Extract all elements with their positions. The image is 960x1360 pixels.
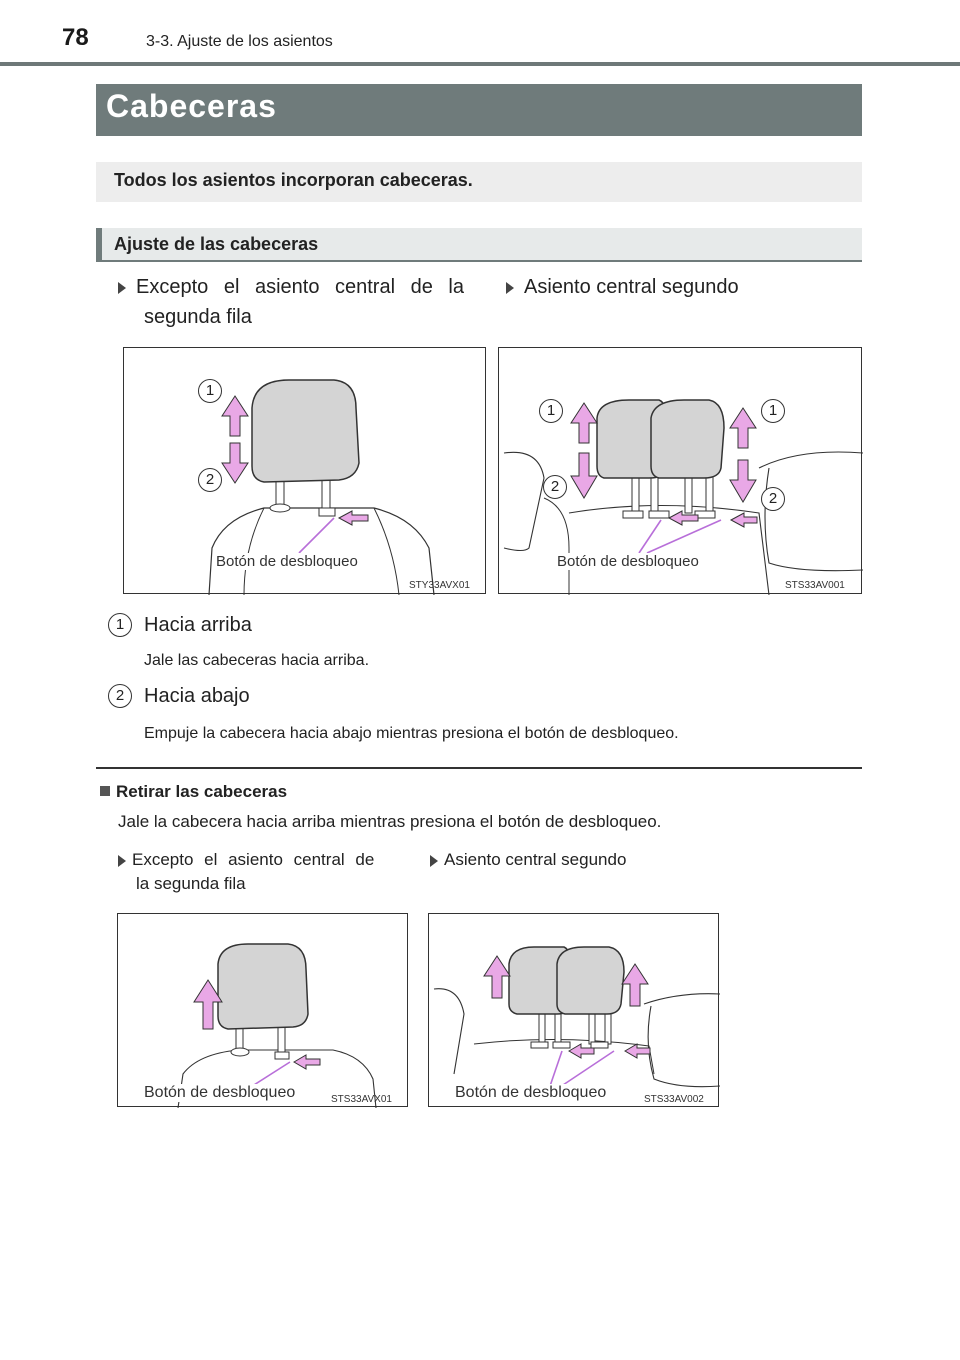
remove-desc: Jale la cabecera hacia arriba mientras presiona el botón de desbloqueo.: [118, 812, 662, 831]
figure-remove-center: [428, 913, 719, 1107]
running-title: 3-3. Ajuste de los asientos: [146, 33, 333, 50]
callout-2: 2: [198, 468, 222, 492]
page-number: 78: [62, 24, 89, 51]
release-button-label: Botón de desbloqueo: [144, 1084, 296, 1101]
bullet-text: Asiento central segundo: [524, 276, 739, 298]
callout-2-left: 2: [543, 475, 567, 499]
release-button-label: Botón de desbloqueo: [455, 1084, 607, 1101]
bullet-outer-seats: [118, 272, 480, 332]
bullet-text-line1: Excepto el asiento central de la: [136, 276, 464, 298]
figure-code: STS33AV001: [785, 580, 845, 591]
step-2-title: Hacia abajo: [144, 685, 250, 707]
page-title: Cabeceras: [106, 88, 277, 124]
figure-code: STS33AV002: [644, 1094, 704, 1105]
figure-code: STS33AVX01: [331, 1094, 392, 1105]
square-bullet-icon: [100, 786, 110, 796]
step-1-number: 1: [108, 613, 132, 637]
step-2-desc: Empuje la cabecera hacia abajo mientras presiona el botón de desbloqueo.: [144, 725, 679, 742]
remove-bullet-outer: [118, 848, 374, 896]
release-button-label: Botón de desbloqueo: [216, 553, 358, 570]
figure-outer-headrest: [123, 347, 486, 594]
triangle-bullet-icon: [430, 855, 438, 867]
step-1-title: Hacia arriba: [144, 614, 252, 636]
figure-center-headrest: [498, 347, 862, 594]
intro-text: Todos los asientos incorporan cabeceras.: [114, 170, 473, 190]
subsection-heading: Ajuste de las cabeceras: [114, 234, 319, 254]
bullet-text-line2: segunda fila: [144, 306, 252, 328]
callout-1: 1: [198, 379, 222, 403]
callout-1-right: 1: [761, 399, 785, 423]
remove-bullet-center: [430, 848, 626, 872]
bullet-text-line2: la segunda fila: [136, 874, 246, 893]
bullet-center-seat: [506, 272, 739, 302]
figure-code: STY33AVX01: [409, 580, 470, 591]
bullet-text-line1: Excepto el asiento central de: [132, 850, 375, 869]
triangle-bullet-icon: [118, 855, 126, 867]
figure-remove-outer: [117, 913, 408, 1107]
bullet-text: Asiento central segundo: [444, 850, 627, 869]
step-2-number: 2: [108, 684, 132, 708]
callout-2-right: 2: [761, 487, 785, 511]
release-button-label: Botón de desbloqueo: [557, 553, 699, 570]
triangle-bullet-icon: [118, 282, 126, 294]
triangle-bullet-icon: [506, 282, 514, 294]
remove-heading-text: Retirar las cabeceras: [116, 782, 288, 801]
step-1-desc: Jale las cabeceras hacia arriba.: [144, 652, 370, 669]
remove-heading: [100, 782, 287, 802]
callout-1-left: 1: [539, 399, 563, 423]
header-rule: [0, 62, 960, 66]
section-divider: [96, 767, 862, 769]
